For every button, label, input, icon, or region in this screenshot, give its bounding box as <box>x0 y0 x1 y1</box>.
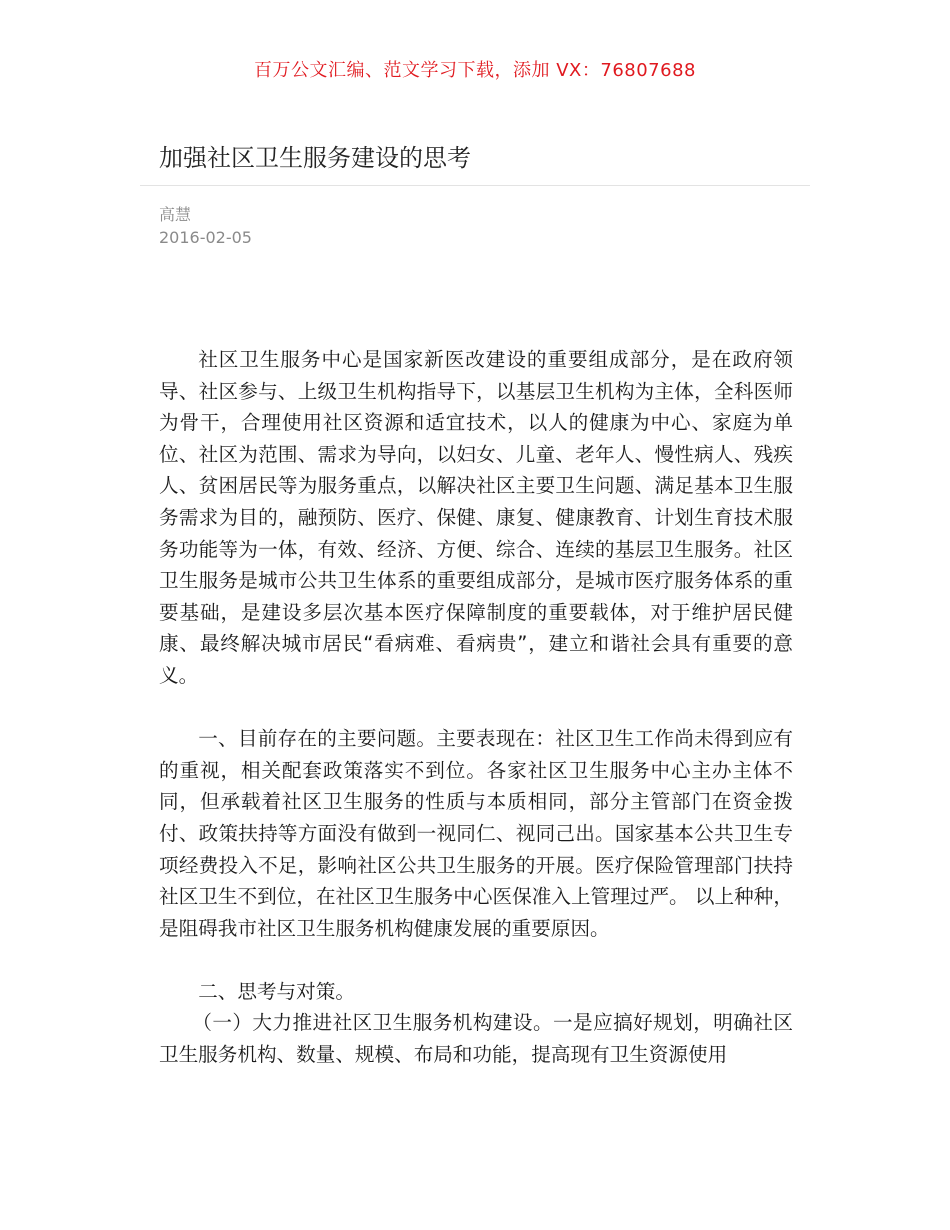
article-body <box>159 344 793 1071</box>
paragraph-countermeasures-heading: 二、思考与对策。 <box>198 979 355 1003</box>
article-date: 2016-02-05 <box>159 228 252 247</box>
paragraph-countermeasure-1: （一）大力推进社区卫生服务机构建设。一是应搞好规划，明确社区卫生服务机构、数量、规模、布局和功能，提高现有卫生资源使用 <box>159 1011 793 1067</box>
promo-banner: 百万公文汇编、范文学习下载，添加 VX：76807688 <box>254 60 696 81</box>
paragraph-intro: 社区卫生服务中心是国家新医改建设的重要组成部分，是在政府领导、社区参与、上级卫生机构指导下，以基层卫生机构为主体，全科医师为骨干，合理使用社区资源和适宜技术，以人的健康为中心、家庭为单位、社区为范围、需求为导向，以妇女、儿童、老年人、慢性病人、残疾人、贫困居民等为服务重点，以解决社区主要卫生问题、满足基本卫生服务需求为目的，融预防、医疗、保健、康复、健康教育、计划生育技术服务功能等为一体，有效、经济、方便、综合、连续的基层卫生服务。社区卫生服务是城市公共卫生体系的重要组成部分，是城市医疗服务体系的重要基础，是建设多层次基本医疗保障制度的重要载体，对于维护居民健康、最终解决城市居民“看病难、看病贵”，建立和谐社会具有重要的意义。 <box>159 348 793 687</box>
paragraph-problems: 一、目前存在的主要问题。主要表现在：社区卫生工作尚未得到应有的重视，相关配套政策落实不到位。各家社区卫生服务中心主办主体不同，但承载着社区卫生服务的性质与本质相同，部分主管部门在资金拨付、政策扶持等方面没有做到一视同仁、视同己出。国家基本公共卫生专项经费投入不足，影响社区公共卫生服务的开展。医疗保险管理部门扶持社区卫生不到位，在社区卫生服务中心医保准入上管理过严。 以上种种，是阻碍我市社区卫生服务机构健康发展的重要原因。 <box>159 727 793 940</box>
title-divider <box>140 185 810 186</box>
article-title: 加强社区卫生服务建设的思考 <box>159 144 471 172</box>
article-author: 高慧 <box>159 205 192 224</box>
